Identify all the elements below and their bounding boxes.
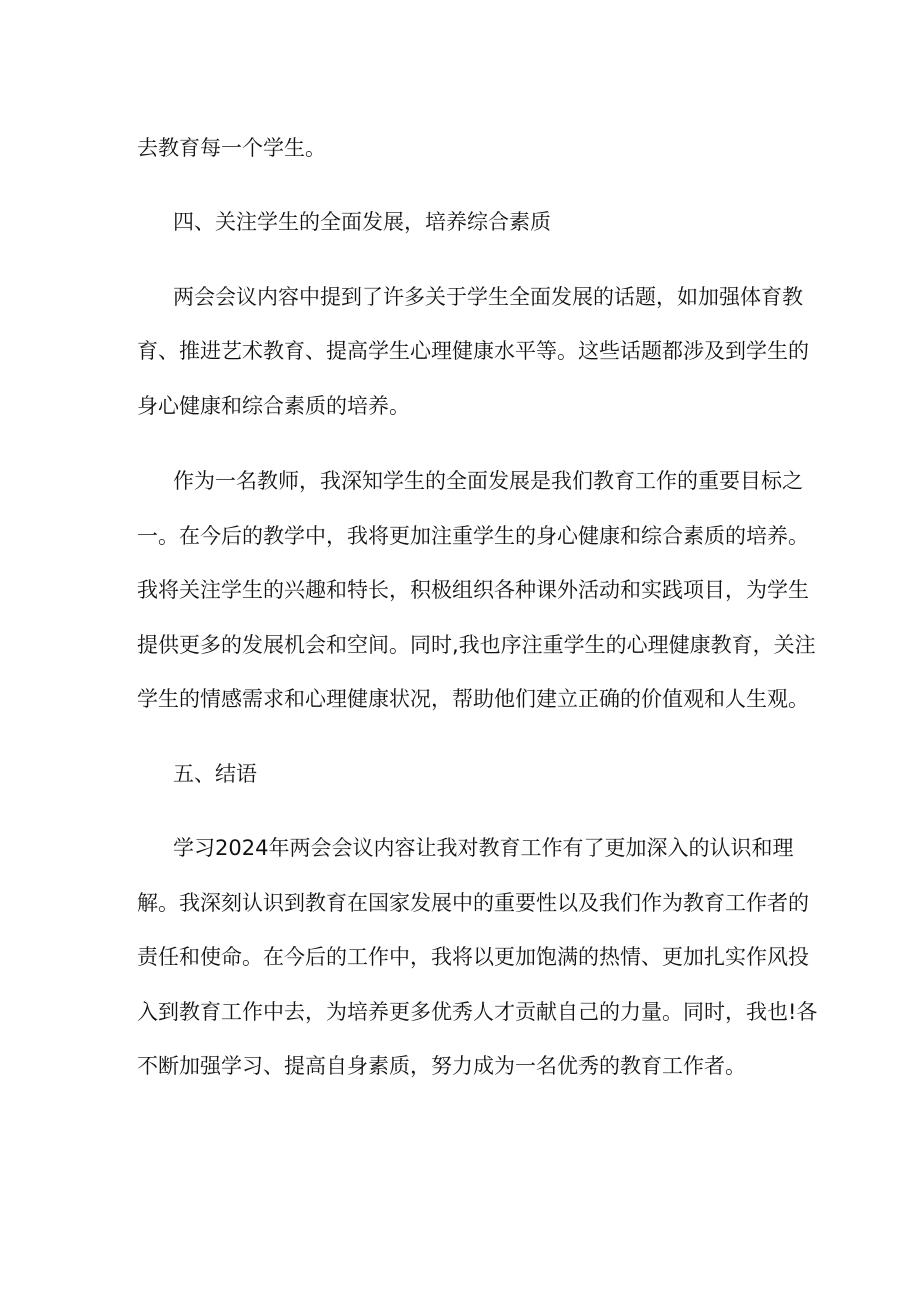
paragraph-line: 提供更多的发展机会和空间。同时,我也序注重学生的心理健康教育，关注 [137, 633, 816, 657]
continuation-line: 去教育每一个学生。 [137, 136, 326, 160]
paragraph-line: 身心健康和综合素质的培养。 [137, 394, 410, 418]
paragraph-line: 一。在今后的教学中，我将更加注重学生的身心健康和综合素质的培养。 [137, 524, 809, 548]
paragraph-line: 责任和使命。在今后的工作中，我将以更加饱满的热情、更加扎实作风投 [137, 945, 809, 969]
section-4-heading: 四、关注学生的全面发展，培养综合素质 [173, 210, 551, 234]
paragraph-line: 解。我深刻认识到教育在国家发展中的重要性以及我们作为教育工作者的 [137, 891, 809, 915]
paragraph-line: 入到教育工作中去，为培养更多优秀人才贡献自己的力量。同时，我也!各 [137, 1000, 818, 1024]
paragraph-line: 我将关注学生的兴趣和特长，积极组织各种课外活动和实践项目，为学生 [137, 578, 809, 602]
paragraph-line: 不断加强学习、提高自身素质，努力成为一名优秀的教育工作者。 [137, 1054, 746, 1078]
paragraph-line: 作为一名教师，我深知学生的全面发展是我们教育工作的重要目标之 [173, 469, 803, 493]
paragraph-line: 育、推进艺术教育、提高学生心理健康水平等。这些话题都涉及到学生的 [137, 339, 809, 363]
paragraph-line: 学习2024年两会会议内容让我对教育工作有了更加深入的认识和理 [173, 836, 794, 860]
section-5-heading: 五、结语 [173, 762, 257, 786]
paragraph-line: 学生的情感需求和心理健康状况，帮助他们建立正确的价值观和人生观。 [137, 687, 809, 711]
paragraph-line: 两会会议内容中提到了许多关于学生全面发展的话题，如加强体育教 [173, 285, 803, 309]
